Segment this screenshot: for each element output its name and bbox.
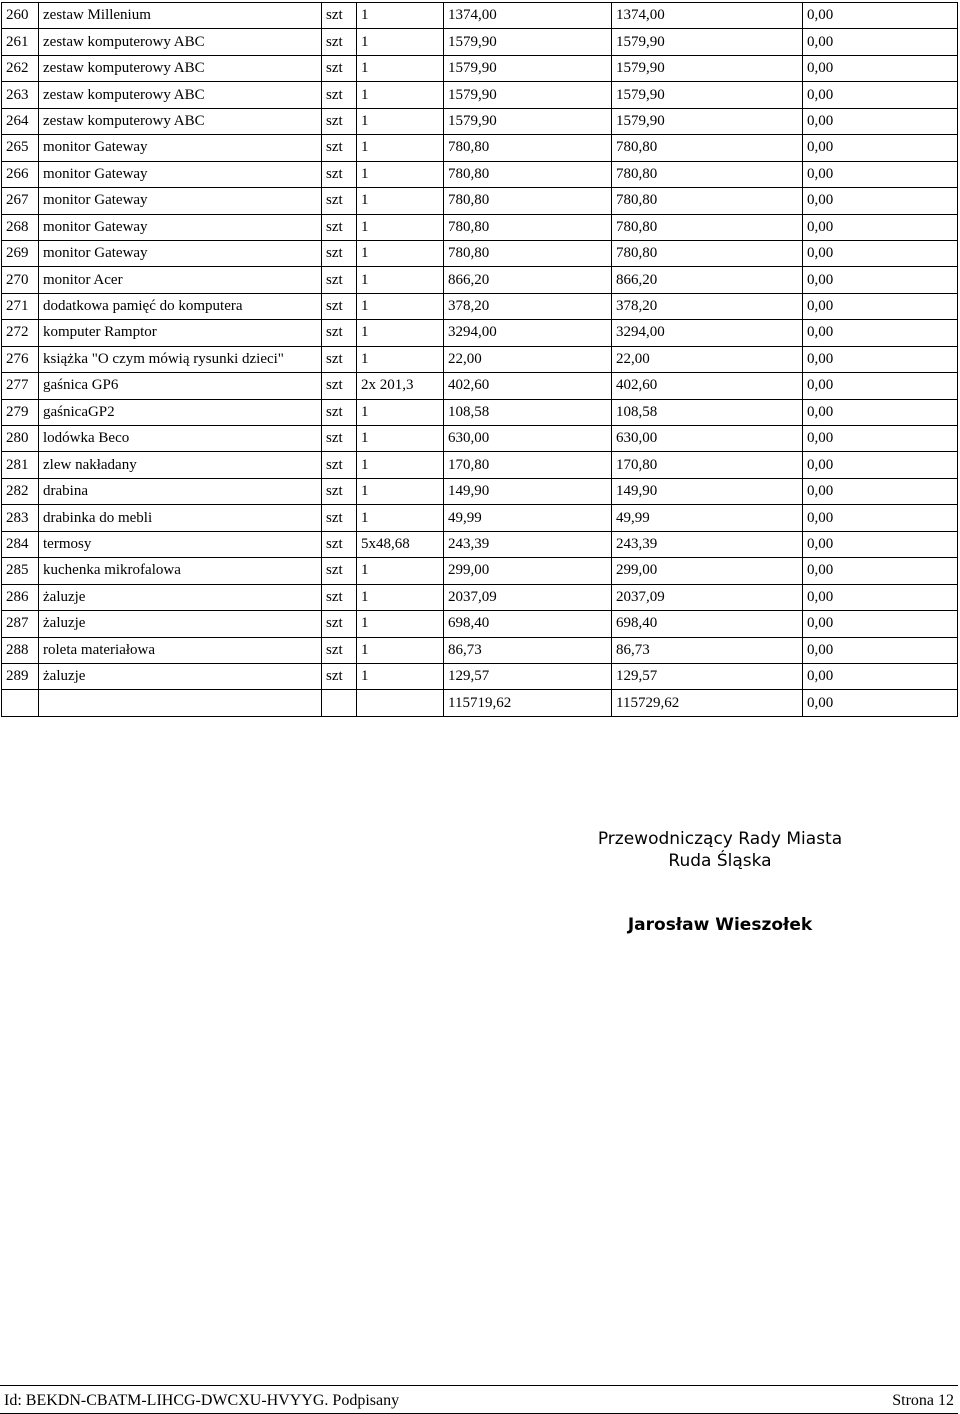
cell-unit: szt	[322, 161, 357, 187]
cell-qty: 1	[357, 267, 444, 293]
cell-value: 1579,90	[612, 82, 803, 108]
cell-price: 149,90	[444, 478, 612, 504]
cell-rest: 0,00	[803, 478, 958, 504]
cell-unit: szt	[322, 373, 357, 399]
cell-unit: szt	[322, 135, 357, 161]
cell-unit: szt	[322, 3, 357, 29]
table-row	[2, 108, 958, 134]
cell-name: zestaw komputerowy ABC	[39, 29, 322, 55]
cell-name: drabina	[39, 478, 322, 504]
cell-qty: 1	[357, 346, 444, 372]
cell-price: 378,20	[444, 293, 612, 319]
cell-qty: 1	[357, 611, 444, 637]
cell-rest: 0,00	[803, 320, 958, 346]
cell-qty: 1	[357, 55, 444, 81]
cell-qty: 1	[357, 161, 444, 187]
cell-unit: szt	[322, 82, 357, 108]
inventory-table-body	[2, 3, 958, 717]
cell-value: 1579,90	[612, 108, 803, 134]
cell-value: 149,90	[612, 478, 803, 504]
table-row	[2, 426, 958, 452]
cell-name: monitor Gateway	[39, 135, 322, 161]
empty-cell	[357, 690, 444, 717]
cell-value: 780,80	[612, 188, 803, 214]
cell-rest: 0,00	[803, 29, 958, 55]
document-id: Id: BEKDN-CBATM-LIHCG-DWCXU-HVYYG. Podpisany	[4, 1392, 400, 1409]
cell-unit: szt	[322, 188, 357, 214]
cell-nr: 285	[2, 558, 39, 584]
cell-unit: szt	[322, 320, 357, 346]
cell-name: dodatkowa pamięć do komputera	[39, 293, 322, 319]
cell-rest: 0,00	[803, 373, 958, 399]
signature-title	[560, 828, 880, 872]
cell-rest: 0,00	[803, 611, 958, 637]
cell-qty: 1	[357, 505, 444, 531]
cell-nr: 288	[2, 637, 39, 663]
cell-qty: 1	[357, 3, 444, 29]
cell-rest: 0,00	[803, 267, 958, 293]
cell-nr: 276	[2, 346, 39, 372]
cell-rest: 0,00	[803, 240, 958, 266]
cell-price: 402,60	[444, 373, 612, 399]
cell-price: 49,99	[444, 505, 612, 531]
table-row	[2, 637, 958, 663]
cell-price: 780,80	[444, 135, 612, 161]
cell-unit: szt	[322, 531, 357, 557]
cell-nr: 281	[2, 452, 39, 478]
cell-qty: 1	[357, 637, 444, 663]
cell-value: 698,40	[612, 611, 803, 637]
total-price: 115719,62	[444, 690, 612, 717]
cell-price: 780,80	[444, 214, 612, 240]
cell-value: 108,58	[612, 399, 803, 425]
cell-qty: 1	[357, 558, 444, 584]
cell-qty: 2x 201,3	[357, 373, 444, 399]
empty-cell	[39, 690, 322, 717]
table-row	[2, 188, 958, 214]
cell-name: gaśnicaGP2	[39, 399, 322, 425]
cell-unit: szt	[322, 558, 357, 584]
cell-unit: szt	[322, 584, 357, 610]
cell-value: 299,00	[612, 558, 803, 584]
cell-value: 866,20	[612, 267, 803, 293]
cell-unit: szt	[322, 108, 357, 134]
cell-name: monitor Acer	[39, 267, 322, 293]
empty-cell	[2, 690, 39, 717]
cell-nr: 263	[2, 82, 39, 108]
signature-title-line1: Przewodniczący Rady Miasta	[597, 829, 843, 849]
cell-rest: 0,00	[803, 293, 958, 319]
cell-unit: szt	[322, 214, 357, 240]
cell-nr: 286	[2, 584, 39, 610]
cell-qty: 1	[357, 135, 444, 161]
cell-nr: 272	[2, 320, 39, 346]
total-value: 115729,62	[612, 690, 803, 717]
cell-unit: szt	[322, 505, 357, 531]
table-row	[2, 3, 958, 29]
cell-name: termosy	[39, 531, 322, 557]
cell-unit: szt	[322, 240, 357, 266]
cell-price: 1374,00	[444, 3, 612, 29]
cell-value: 378,20	[612, 293, 803, 319]
cell-name: książka "O czym mówią rysunki dzieci"	[39, 346, 322, 372]
table-row	[2, 584, 958, 610]
cell-name: zestaw komputerowy ABC	[39, 55, 322, 81]
cell-value: 780,80	[612, 214, 803, 240]
cell-value: 402,60	[612, 373, 803, 399]
cell-name: żaluzje	[39, 611, 322, 637]
cell-qty: 1	[357, 188, 444, 214]
cell-value: 780,80	[612, 135, 803, 161]
cell-nr: 269	[2, 240, 39, 266]
cell-value: 49,99	[612, 505, 803, 531]
cell-unit: szt	[322, 426, 357, 452]
cell-nr: 284	[2, 531, 39, 557]
cell-rest: 0,00	[803, 108, 958, 134]
table-row	[2, 399, 958, 425]
signature-name: Jarosław Wieszołek	[627, 915, 813, 935]
cell-nr: 261	[2, 29, 39, 55]
total-rest: 0,00	[803, 690, 958, 717]
cell-qty: 1	[357, 584, 444, 610]
table-row	[2, 214, 958, 240]
cell-name: zestaw Millenium	[39, 3, 322, 29]
cell-nr: 262	[2, 55, 39, 81]
page-number: Strona 12	[892, 1392, 954, 1409]
cell-nr: 277	[2, 373, 39, 399]
table-row	[2, 558, 958, 584]
cell-value: 3294,00	[612, 320, 803, 346]
cell-rest: 0,00	[803, 584, 958, 610]
cell-name: komputer Ramptor	[39, 320, 322, 346]
cell-qty: 1	[357, 214, 444, 240]
cell-rest: 0,00	[803, 399, 958, 425]
cell-name: monitor Gateway	[39, 161, 322, 187]
cell-rest: 0,00	[803, 214, 958, 240]
cell-rest: 0,00	[803, 558, 958, 584]
cell-price: 1579,90	[444, 55, 612, 81]
cell-unit: szt	[322, 452, 357, 478]
cell-unit: szt	[322, 267, 357, 293]
cell-value: 1579,90	[612, 29, 803, 55]
page-footer	[0, 1385, 958, 1414]
cell-unit: szt	[322, 611, 357, 637]
cell-name: zestaw komputerowy ABC	[39, 108, 322, 134]
table-row	[2, 346, 958, 372]
cell-qty: 1	[357, 426, 444, 452]
cell-value: 243,39	[612, 531, 803, 557]
table-row	[2, 240, 958, 266]
cell-rest: 0,00	[803, 55, 958, 81]
table-row	[2, 505, 958, 531]
cell-name: żaluzje	[39, 584, 322, 610]
table-row	[2, 161, 958, 187]
cell-rest: 0,00	[803, 188, 958, 214]
cell-unit: szt	[322, 399, 357, 425]
cell-unit: szt	[322, 663, 357, 689]
cell-qty: 5x48,68	[357, 531, 444, 557]
cell-rest: 0,00	[803, 161, 958, 187]
cell-price: 780,80	[444, 161, 612, 187]
cell-price: 698,40	[444, 611, 612, 637]
cell-rest: 0,00	[803, 663, 958, 689]
cell-nr: 287	[2, 611, 39, 637]
cell-name: monitor Gateway	[39, 188, 322, 214]
cell-price: 780,80	[444, 240, 612, 266]
cell-value: 2037,09	[612, 584, 803, 610]
table-row	[2, 663, 958, 689]
cell-value: 170,80	[612, 452, 803, 478]
cell-unit: szt	[322, 478, 357, 504]
cell-name: zlew nakładany	[39, 452, 322, 478]
cell-qty: 1	[357, 29, 444, 55]
cell-name: roleta materiałowa	[39, 637, 322, 663]
cell-price: 86,73	[444, 637, 612, 663]
cell-price: 108,58	[444, 399, 612, 425]
cell-value: 86,73	[612, 637, 803, 663]
cell-qty: 1	[357, 82, 444, 108]
table-row	[2, 373, 958, 399]
cell-price: 22,00	[444, 346, 612, 372]
cell-rest: 0,00	[803, 82, 958, 108]
cell-price: 129,57	[444, 663, 612, 689]
cell-qty: 1	[357, 452, 444, 478]
cell-unit: szt	[322, 346, 357, 372]
table-row	[2, 135, 958, 161]
cell-price: 170,80	[444, 452, 612, 478]
cell-name: gaśnica GP6	[39, 373, 322, 399]
cell-qty: 1	[357, 293, 444, 319]
cell-rest: 0,00	[803, 637, 958, 663]
table-row	[2, 478, 958, 504]
cell-nr: 265	[2, 135, 39, 161]
cell-nr: 271	[2, 293, 39, 319]
cell-price: 1579,90	[444, 108, 612, 134]
cell-value: 630,00	[612, 426, 803, 452]
cell-qty: 1	[357, 240, 444, 266]
cell-rest: 0,00	[803, 3, 958, 29]
cell-unit: szt	[322, 55, 357, 81]
empty-cell	[322, 690, 357, 717]
cell-unit: szt	[322, 29, 357, 55]
cell-qty: 1	[357, 399, 444, 425]
cell-nr: 289	[2, 663, 39, 689]
cell-nr: 279	[2, 399, 39, 425]
cell-rest: 0,00	[803, 346, 958, 372]
cell-qty: 1	[357, 320, 444, 346]
cell-rest: 0,00	[803, 135, 958, 161]
cell-qty: 1	[357, 108, 444, 134]
table-row	[2, 611, 958, 637]
cell-nr: 268	[2, 214, 39, 240]
cell-nr: 264	[2, 108, 39, 134]
table-row	[2, 452, 958, 478]
cell-value: 780,80	[612, 240, 803, 266]
table-row	[2, 55, 958, 81]
table-row	[2, 531, 958, 557]
table-row	[2, 82, 958, 108]
cell-qty: 1	[357, 478, 444, 504]
cell-rest: 0,00	[803, 452, 958, 478]
cell-unit: szt	[322, 637, 357, 663]
table-row	[2, 267, 958, 293]
cell-name: zestaw komputerowy ABC	[39, 82, 322, 108]
cell-price: 1579,90	[444, 82, 612, 108]
cell-nr: 267	[2, 188, 39, 214]
inventory-table	[1, 2, 958, 717]
cell-nr: 282	[2, 478, 39, 504]
cell-value: 22,00	[612, 346, 803, 372]
cell-value: 780,80	[612, 161, 803, 187]
cell-nr: 270	[2, 267, 39, 293]
cell-nr: 283	[2, 505, 39, 531]
cell-rest: 0,00	[803, 426, 958, 452]
cell-price: 630,00	[444, 426, 612, 452]
cell-name: lodówka Beco	[39, 426, 322, 452]
cell-rest: 0,00	[803, 505, 958, 531]
cell-value: 1374,00	[612, 3, 803, 29]
cell-rest: 0,00	[803, 531, 958, 557]
cell-qty: 1	[357, 663, 444, 689]
cell-name: kuchenka mikrofalowa	[39, 558, 322, 584]
cell-price: 866,20	[444, 267, 612, 293]
cell-nr: 266	[2, 161, 39, 187]
cell-name: monitor Gateway	[39, 214, 322, 240]
cell-price: 2037,09	[444, 584, 612, 610]
cell-price: 1579,90	[444, 29, 612, 55]
cell-nr: 280	[2, 426, 39, 452]
signature-title-line2: Ruda Śląska	[668, 851, 772, 871]
totals-row	[2, 690, 958, 717]
cell-value: 1579,90	[612, 55, 803, 81]
cell-name: drabinka do mebli	[39, 505, 322, 531]
table-row	[2, 320, 958, 346]
cell-price: 243,39	[444, 531, 612, 557]
cell-name: monitor Gateway	[39, 240, 322, 266]
cell-value: 129,57	[612, 663, 803, 689]
cell-price: 3294,00	[444, 320, 612, 346]
cell-unit: szt	[322, 293, 357, 319]
table-row	[2, 293, 958, 319]
cell-nr: 260	[2, 3, 39, 29]
cell-price: 780,80	[444, 188, 612, 214]
cell-price: 299,00	[444, 558, 612, 584]
cell-name: żaluzje	[39, 663, 322, 689]
table-row	[2, 29, 958, 55]
